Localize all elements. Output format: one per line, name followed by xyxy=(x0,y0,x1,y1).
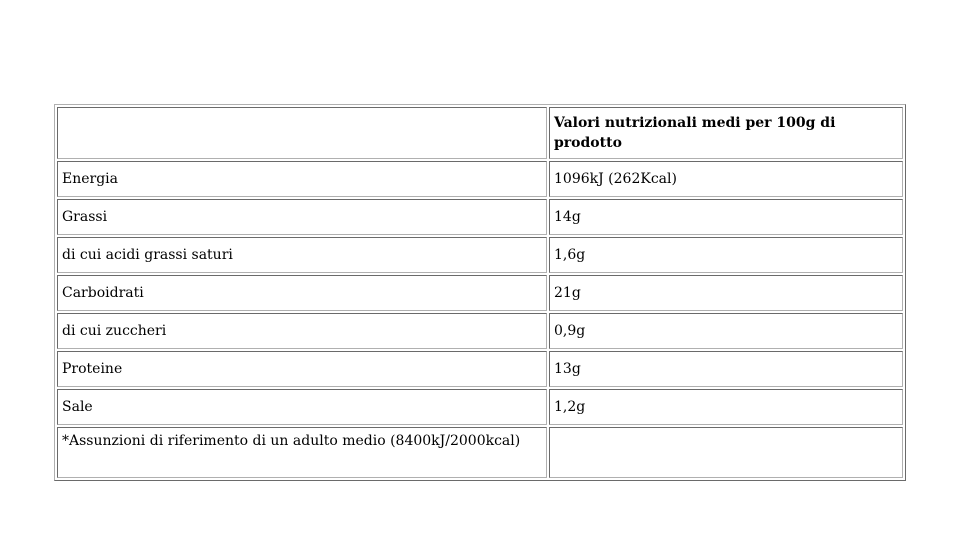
nutrient-value-cell: 1,6g xyxy=(549,237,903,273)
nutrient-name-cell: Proteine xyxy=(57,351,547,387)
nutrient-value-cell: 0,9g xyxy=(549,313,903,349)
nutrition-table xyxy=(54,104,906,481)
nutrient-value-cell: 14g xyxy=(549,199,903,235)
table-row xyxy=(57,161,903,197)
footnote-text-cell: *Assunzioni di riferimento di un adulto medio (8400kJ/2000kcal) xyxy=(57,427,547,478)
footnote-empty-cell xyxy=(549,427,903,478)
table-row xyxy=(57,275,903,311)
nutrient-name-cell: di cui zuccheri xyxy=(57,313,547,349)
table-header-row xyxy=(57,107,903,159)
table-row xyxy=(57,237,903,273)
nutrient-name-cell: di cui acidi grassi saturi xyxy=(57,237,547,273)
nutrient-value-cell: 21g xyxy=(549,275,903,311)
nutrient-name-cell: Sale xyxy=(57,389,547,425)
header-value-cell: Valori nutrizionali medi per 100g di prodotto xyxy=(549,107,903,159)
table-row xyxy=(57,199,903,235)
table-row xyxy=(57,313,903,349)
nutrient-value-cell: 1,2g xyxy=(549,389,903,425)
nutrient-value-cell: 13g xyxy=(549,351,903,387)
nutrient-value-cell: 1096kJ (262Kcal) xyxy=(549,161,903,197)
nutrient-name-cell: Energia xyxy=(57,161,547,197)
table-row xyxy=(57,389,903,425)
header-empty-cell xyxy=(57,107,547,159)
nutrient-name-cell: Carboidrati xyxy=(57,275,547,311)
table-row xyxy=(57,351,903,387)
nutrient-name-cell: Grassi xyxy=(57,199,547,235)
footnote-row xyxy=(57,427,903,478)
